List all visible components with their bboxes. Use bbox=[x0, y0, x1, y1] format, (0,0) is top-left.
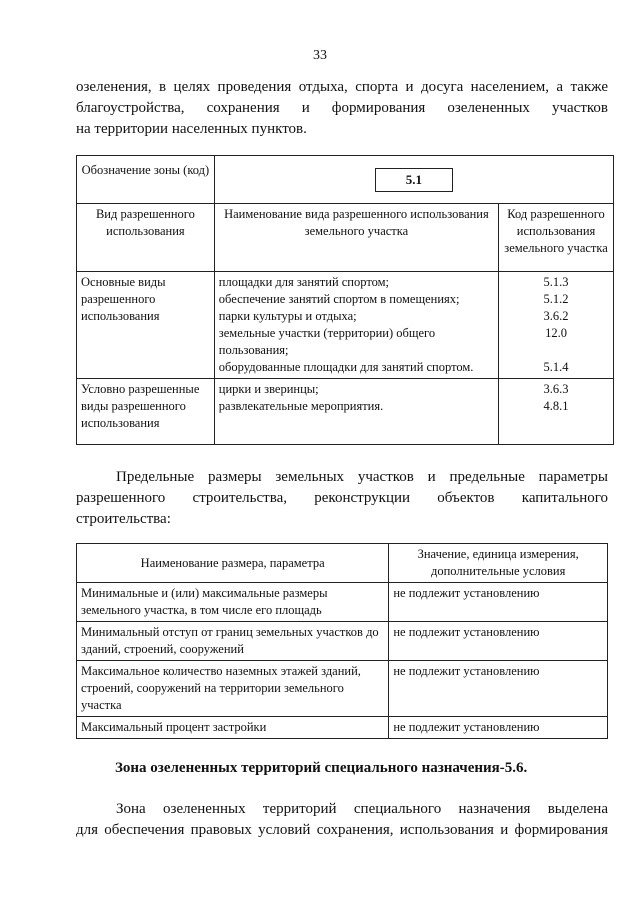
zone-code-cell bbox=[214, 156, 613, 204]
conditional-code: 3.6.3 bbox=[543, 382, 569, 396]
params-intro-line-3: строительства: bbox=[76, 511, 171, 527]
section-heading: Зона озелененных территорий специального назначения-5.6. bbox=[115, 760, 528, 776]
conditional-kind: Условно разрешенные виды разрешенного использования bbox=[77, 379, 215, 445]
param-value: не подлежит установлению bbox=[389, 622, 608, 661]
main-item: земельные участки (территории) общего пользования; bbox=[218, 326, 436, 357]
conditional-item: цирки и зверинцы; bbox=[218, 382, 319, 396]
main-item: обеспечение занятий спортом в помещениях; bbox=[218, 292, 460, 306]
outro-line-2: для обеспечения правовых условий сохранения, использования и формирования bbox=[76, 822, 608, 838]
header-use-code: Код разрешенного использования земельного участка bbox=[499, 204, 614, 272]
main-items bbox=[214, 272, 498, 379]
conditional-items bbox=[214, 379, 498, 445]
main-code: 5.1.4 bbox=[543, 360, 569, 374]
conditional-codes bbox=[499, 379, 614, 445]
params-table bbox=[76, 543, 608, 739]
main-kind: Основные виды разрешенного использования bbox=[77, 272, 215, 379]
main-item: оборудованные площадки для занятий спортом. bbox=[218, 360, 474, 374]
params-intro-line-2: разрешенного строительства, реконструкции объектов капитального bbox=[76, 490, 608, 506]
main-code: 5.1.3 bbox=[543, 275, 569, 289]
zone-code: 5.1 bbox=[375, 168, 453, 192]
main-item: парки культуры и отдыха; bbox=[218, 309, 357, 323]
param-name: Максимальное количество наземных этажей зданий, строений, сооружений на территории земельного участка bbox=[77, 661, 389, 717]
main-code: 12.0 bbox=[545, 326, 567, 340]
conditional-code: 4.8.1 bbox=[543, 399, 569, 413]
main-code: 3.6.2 bbox=[543, 309, 569, 323]
zone-designation-label: Обозначение зоны (код) bbox=[77, 156, 215, 204]
param-name: Минимальные и (или) максимальные размеры земельного участка, в том числе его площадь bbox=[77, 583, 389, 622]
param-value: не подлежит установлению bbox=[389, 717, 608, 739]
intro-line-1: озеленения, в целях проведения отдыха, спорта и досуга населением, а также bbox=[76, 79, 608, 95]
params-header-name: Наименование размера, параметра bbox=[77, 544, 389, 583]
main-code: 5.1.2 bbox=[543, 292, 569, 306]
conditional-item: развлекательные мероприятия. bbox=[218, 399, 384, 413]
main-codes bbox=[499, 272, 614, 379]
outro-line-1: Зона озелененных территорий специального назначения выделена bbox=[116, 801, 608, 817]
param-name: Минимальный отступ от границ земельных участков до зданий, строений, сооружений bbox=[77, 622, 389, 661]
params-intro-line-1: Предельные размеры земельных участков и предельные параметры bbox=[116, 469, 608, 485]
header-use-kind: Вид разрешенного использования bbox=[77, 204, 215, 272]
intro-line-3: на территории населенных пунктов. bbox=[76, 121, 307, 137]
page-number: 33 bbox=[313, 48, 327, 63]
param-value: не подлежит установлению bbox=[389, 661, 608, 717]
intro-line-2: благоустройства, сохранения и формирования озелененных участков bbox=[76, 100, 608, 116]
param-name: Максимальный процент застройки bbox=[77, 717, 389, 739]
zone-table bbox=[76, 155, 614, 445]
main-item: площадки для занятий спортом; bbox=[218, 275, 390, 289]
params-header-value: Значение, единица измерения, дополнительные условия bbox=[389, 544, 608, 583]
header-use-name: Наименование вида разрешенного использования земельного участка bbox=[214, 204, 498, 272]
param-value: не подлежит установлению bbox=[389, 583, 608, 622]
